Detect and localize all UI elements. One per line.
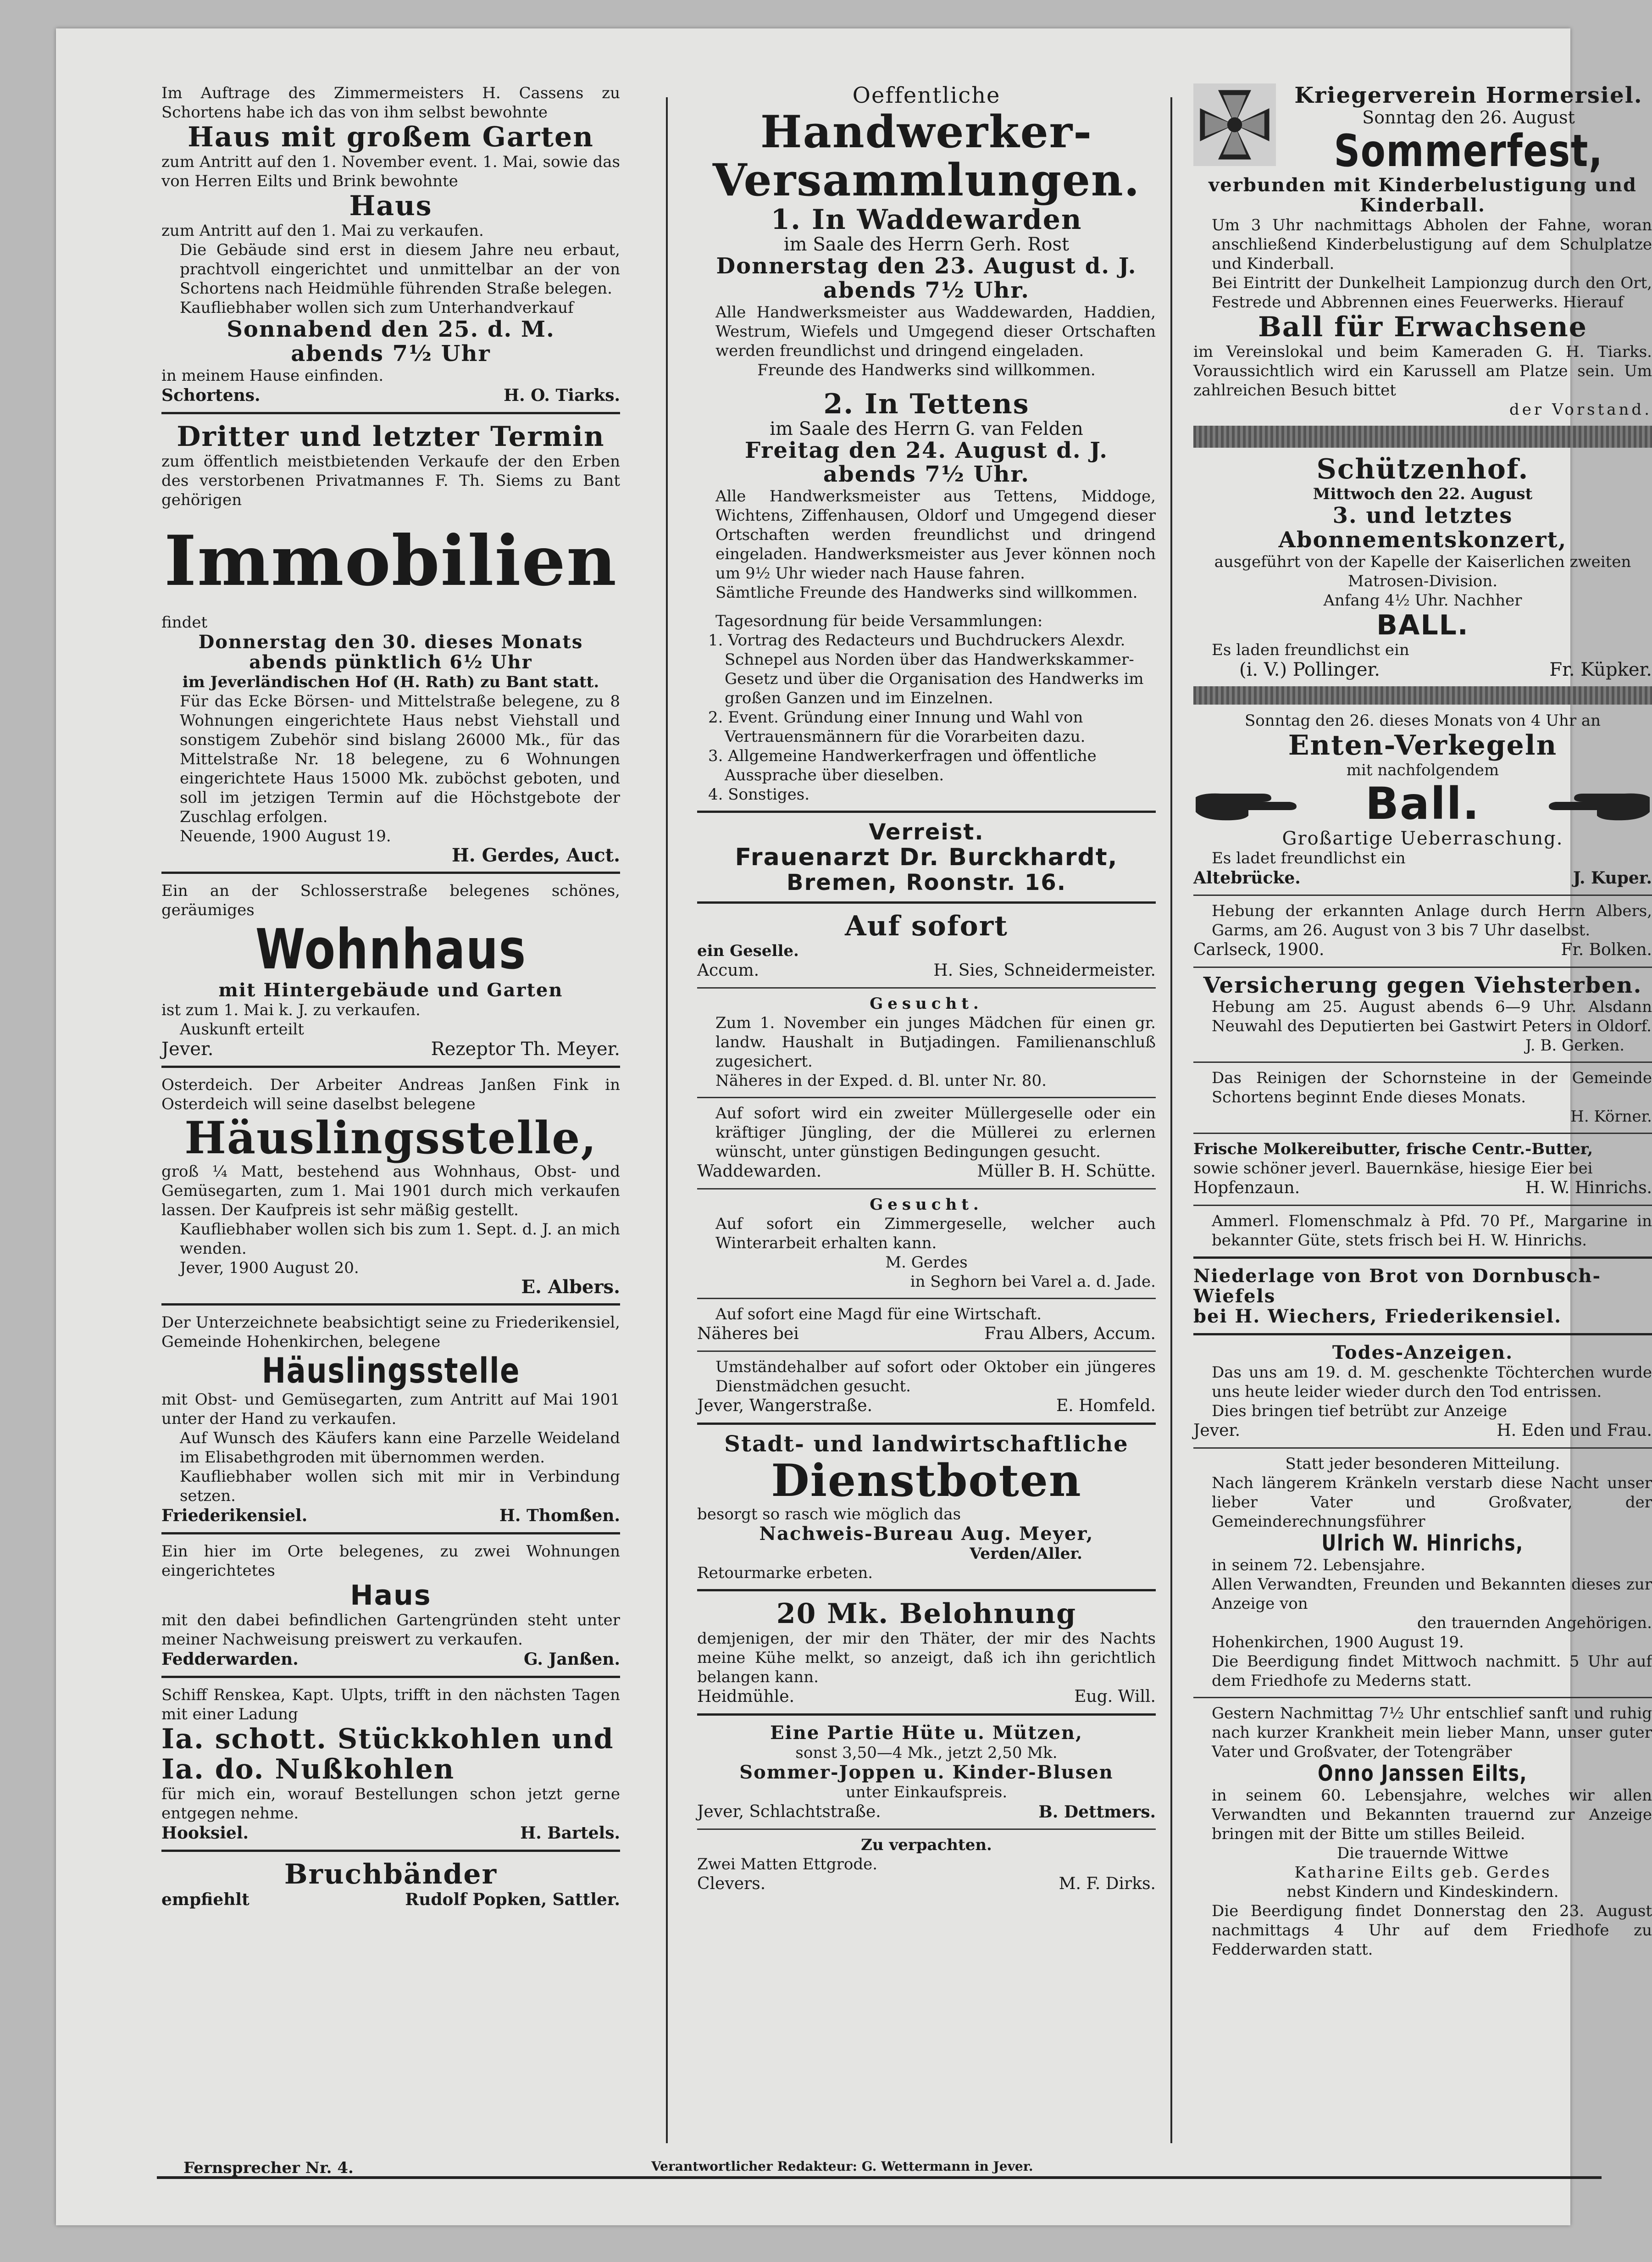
ad-separator — [697, 1188, 1156, 1189]
ad-text: Kaufliebhaber wollen sich zum Unterhandverkauf — [180, 299, 574, 317]
ad-text: Schiff Renskea, Kapt. Ulpts, trifft in den nächsten Tagen mit einer Ladung — [161, 1685, 620, 1723]
ad-signature — [161, 1890, 620, 1910]
ad-text: Es ladet freundlichst ein — [1212, 849, 1406, 867]
ad-hebung-albers — [1193, 901, 1652, 960]
ad-viehversicherung — [1193, 973, 1652, 1056]
ad-enten-verkegeln — [1193, 711, 1652, 888]
sig-name: Müller B. H. Schütte. — [977, 1162, 1156, 1181]
ad-text: zum öffentlich meistbietenden Verkaufe der den Erben des verstorbenen Privatmannes F. Th. Siems zu Bant gehörigen — [161, 452, 620, 509]
ad-place: im Jeverländischen Hof (H. Rath) zu Bant statt. — [182, 672, 599, 691]
ad-headline: Todes-Anzeigen. — [1332, 1342, 1513, 1364]
ad-signature — [697, 1687, 1156, 1707]
ad-date: Sonnabend den 25. d. M. — [227, 317, 555, 342]
ad-todesanzeige-eden — [1193, 1343, 1652, 1441]
ad-text: Nach längerem Kränkeln verstarb diese Nacht unser lieber Vater und Großvater, der Gemeinderechnungsführer — [1212, 1474, 1652, 1531]
ad-verreist-burckhardt — [697, 820, 1156, 895]
ad-text: Das uns am 19. d. M. geschenkte Töchterchen wurde uns heute leider wieder durch den Tod entrissen. — [1212, 1363, 1652, 1401]
ad-headline: Sommer-Joppen u. Kinder-Blusen — [739, 1762, 1114, 1784]
ad-text: Umständehalber auf sofort oder Oktober ein jüngeres Dienstmädchen gesucht. — [715, 1357, 1156, 1395]
ad-text: Das Reinigen der Schornsteine in der Gemeinde Schortens beginnt Ende dieses Monats. — [1212, 1069, 1652, 1107]
sig-name: Eug. Will. — [1074, 1687, 1156, 1706]
ad-separator — [161, 1850, 620, 1852]
sig-place: Heidmühle. — [697, 1687, 795, 1706]
ad-muellergeselle — [697, 1104, 1156, 1182]
column-rule — [1170, 97, 1172, 2143]
ad-separator — [697, 987, 1156, 989]
sig-place: Clevers. — [697, 1874, 766, 1894]
ad-separator — [1193, 1447, 1652, 1449]
ad-text: ausgeführt von der Kapelle der Kaiserlichen zweiten Matrosen-Division. — [1214, 552, 1631, 590]
sig-name: H. O. Tiarks. — [504, 385, 620, 405]
ad-separator — [697, 1351, 1156, 1352]
ad-big-headline: Häuslingsstelle — [261, 1350, 520, 1391]
ad-signature — [697, 1396, 1156, 1416]
ad-text: groß ¼ Matt, bestehend aus Wohnhaus, Obst- und Gemüsegarten, zum 1. Mai 1901 durch mich verkaufen lassen. Der Kaufpreis ist sehr mäßig gestellt. — [161, 1162, 620, 1220]
ad-separator — [697, 1423, 1156, 1425]
ad-kohlen-bartels — [161, 1685, 620, 1843]
ball-banner — [1193, 780, 1652, 828]
ad-separator — [697, 811, 1156, 813]
ad-headline: Gesucht. — [870, 1195, 983, 1214]
ad-house-sale-tiarks — [161, 83, 620, 406]
ad-haus-janssen — [161, 1542, 620, 1669]
column-2 — [697, 83, 1156, 1901]
ad-signature — [161, 1649, 620, 1669]
ad-section-title: 2. In Tettens — [823, 388, 1030, 420]
sig-name: H. Bartels. — [520, 1823, 620, 1843]
sig-name: Fr. Küpker. — [1549, 659, 1652, 680]
column-rule — [666, 97, 668, 2143]
ad-text: Hebung am 25. August abends 6—9 Uhr. Alsdann Neuwahl des Deputierten bei Gastwirt Peters in Oldorf. — [1212, 998, 1652, 1036]
ad-text: Es laden freundlichst ein — [1212, 640, 1409, 659]
ad-text: Auf sofort ein Zimmergeselle, welcher auch Winterarbeit erhalten kann. — [715, 1214, 1156, 1252]
ad-signature — [1193, 1421, 1652, 1441]
ad-headline: 3. und letztes Abonnementskonzert, — [1278, 503, 1567, 553]
ad-separator — [697, 901, 1156, 904]
ad-text: in meinem Hause einfinden. — [161, 366, 384, 385]
ad-date: Sonntag den 26. August — [1362, 107, 1575, 128]
ad-text: Alle Handwerksmeister aus Waddewarden, Haddien, Westrum, Wiefels und Umgegend dieser Ortschaften werden freundlichst und dringend eingeladen. — [715, 303, 1156, 360]
ad-text: Statt jeder besonderen Mitteilung. — [1285, 1455, 1560, 1473]
ad-signature — [697, 961, 1156, 981]
ad-subheadline: mit Hintergebäude und Garten — [218, 979, 563, 1001]
ad-headline: Auf sofort — [845, 910, 1008, 942]
ad-date: Sonntag den 26. dieses Monats von 4 Uhr an — [1244, 711, 1601, 730]
ornamental-separator — [1193, 686, 1652, 705]
ad-text: in seinem 60. Lebensjahre, welches wir allen Verwandten und Bekannten trauernd zur Anzeige bringen mit der Bitte um stilles Beileid. — [1212, 1786, 1652, 1843]
ad-handwerker-versammlungen — [697, 83, 1156, 804]
ad-text: Ein an der Schlosserstraße belegenes schönes, geräumiges — [161, 881, 620, 919]
ad-text: in seinem 72. Lebensjahre. — [1212, 1556, 1425, 1575]
ad-headline: Bremen, Roonstr. 16. — [787, 870, 1066, 896]
ad-wohnhaus-meyer — [161, 881, 620, 1059]
agenda-title: Tagesordnung für beide Versammlungen: — [715, 612, 1043, 631]
sig-name: B. Dettmers. — [1038, 1802, 1156, 1822]
ad-signature — [697, 1874, 1156, 1894]
sig-name: H. Thomßen. — [499, 1506, 620, 1525]
ad-section-title: 1. In Waddewarden — [771, 203, 1082, 236]
ad-text: Kaufliebhaber wollen sich bis zum 1. Sept. d. J. an mich wenden. — [180, 1220, 620, 1258]
ad-signature: E. Albers. — [521, 1276, 620, 1298]
sig-name: G. Janßen. — [523, 1649, 620, 1669]
ad-huete-dettmers — [697, 1723, 1156, 1822]
sig-place: Altebrücke. — [1193, 868, 1301, 888]
ad-signature — [697, 1324, 1156, 1344]
ad-text: Zum 1. November ein junges Mädchen für einen gr. landw. Haushalt in Butjadingen. Familienanschluß zugesichert. — [715, 1013, 1156, 1071]
ad-signature — [161, 1039, 620, 1059]
ad-separator — [161, 1066, 620, 1068]
ad-gesucht-maedchen — [697, 994, 1156, 1090]
ad-preheadline: Oeffentliche — [852, 83, 1001, 108]
ad-text: Die Beerdigung findet Mittwoch nachmitt. 5 Uhr auf dem Friedhofe zu Mederns statt. — [1212, 1652, 1652, 1690]
sig-place: Jever, Schlachtstraße. — [697, 1802, 881, 1822]
ad-text: Näheres in der Exped. d. Bl. unter Nr. 80. — [715, 1071, 1047, 1090]
ad-text: Die Gebäude sind erst in diesem Jahre neu erbaut, prachtvoll eingerichtet und unmittelbar an der von Schortens nach Heidmühle führenden Straße belegen. — [180, 241, 620, 298]
ad-signature — [697, 1802, 1156, 1822]
ad-big-headline: Dienstboten — [771, 1454, 1082, 1506]
ad-ball: BALL. — [1376, 609, 1469, 641]
ad-big-headline: Versammlungen. — [712, 154, 1141, 206]
ad-headline: Dritter und letzter Termin — [177, 420, 605, 453]
ad-signature: Katharine Eilts geb. Gerdes — [1294, 1863, 1551, 1882]
ad-text: Auf Wunsch des Käufers kann eine Parzelle Weideland im Elisabethgroden mit übernommen werden. — [180, 1428, 620, 1467]
ad-text: Die Beerdigung findet Donnerstag den 23. August nachmittags 4 Uhr auf dem Friedhofe zu Fedderwarden statt. — [1212, 1901, 1652, 1959]
ad-text: mit den dabei befindlichen Gartengründen steht unter meiner Nachweisung preiswert zu verkaufen. — [161, 1611, 620, 1649]
ad-text: mit nachfolgendem — [1346, 761, 1499, 779]
ad-separator — [1193, 1256, 1652, 1259]
ad-text: unter Einkaufspreis. — [845, 1783, 1008, 1802]
ad-headline: Niederlage von Brot von Dornbusch-Wiefels — [1193, 1265, 1602, 1307]
ad-headline: Eine Partie Hüte u. Mützen, — [770, 1722, 1083, 1744]
ad-gesucht-zimmergeselle — [697, 1195, 1156, 1291]
ad-text: Für das Ecke Börsen- und Mittelstraße belegene, zu 8 Wohnungen eingerichtete Haus nebst Viehstall und sonstigem Zubehör sind bislang 26000 Mk., für das Mittelstraße Nr. 18 belegene, zu 6 Wohnungen eingerichtete Haus 15000 Mk. zuböchst geboten, und soll im jetzigen Termin auf die Höchstgebote der Zuschlag erfolgen. — [180, 692, 620, 826]
sig-label: Näheres bei — [697, 1324, 799, 1343]
ad-text: Alle Handwerksmeister aus Tettens, Middoge, Wichtens, Ziffenhausen, Oldorf und Umgegend dieser Ortschaften werden freundlichst und dringend eingeladen. Handwerksmeister aus Jever können noch um 9½ Uhr wieder nach Hause fahren. — [715, 487, 1156, 583]
ad-big-headline: Immobilien — [164, 520, 617, 601]
ad-preheadline: Stadt- und landwirtschaftliche — [724, 1431, 1129, 1457]
ad-dateline: Jever, 1900 August 20. — [180, 1259, 359, 1278]
ad-text: findet — [161, 613, 208, 632]
sig-name: Frau Albers, Accum. — [984, 1324, 1156, 1343]
ad-text: zum Antritt auf den 1. November event. 1. Mai, sowie das von Herren Eilts und Brink bewohnte — [161, 153, 620, 190]
ad-signature — [161, 385, 620, 406]
ad-date: Freitag den 24. August d. J. — [745, 437, 1108, 463]
ad-text: Um 3 Uhr nachmittags Abholen der Fahne, woran anschließend Kinderbelustigung auf dem Schulplatze und Kinderball. — [1212, 216, 1652, 273]
ad-text: Osterdeich. Der Arbeiter Andreas Janßen Fink in Osterdeich will seine daselbst belegene — [161, 1075, 620, 1113]
sig-name: J. Kuper. — [1573, 868, 1652, 888]
ad-text: Ein hier im Orte belegenes, zu zwei Wohnungen eingerichtetes — [161, 1542, 620, 1580]
ad-signature — [161, 1506, 620, 1526]
newspaper-page — [56, 28, 1652, 2225]
ad-text: Auskunft erteilt — [180, 1020, 304, 1039]
ad-text: Dies bringen tief betrübt zur Anzeige — [1212, 1402, 1507, 1421]
ad-headline: Haus — [350, 1579, 432, 1612]
ad-kriegerverein — [1193, 83, 1652, 419]
ad-headline: 20 Mk. Belohnung — [776, 1598, 1077, 1630]
ad-todesanzeige-eilts — [1193, 1704, 1652, 1959]
ad-bruchbaender — [161, 1859, 620, 1910]
ad-separator — [1193, 1062, 1652, 1063]
ad-signature: J. B. Gerken. — [1525, 1036, 1624, 1055]
ad-headline: Gesucht. — [870, 994, 983, 1013]
ad-separator — [697, 1828, 1156, 1830]
ad-text: Retourmarke erbeten. — [697, 1564, 873, 1583]
footer-editor: Verantwortlicher Redakteur: G. Wettermann in Jever. — [651, 2159, 1033, 2174]
ad-big-headline: Wohnhaus — [255, 917, 527, 982]
ad-separator — [1193, 1133, 1652, 1134]
ad-text: ist zum 1. Mai k. J. zu verkaufen. — [161, 1000, 421, 1019]
ad-headline: Enten-Verkegeln — [1288, 729, 1558, 761]
footer-rule — [157, 2176, 1602, 2179]
pointing-hand-right-icon — [1193, 784, 1299, 825]
ad-signature — [1193, 1178, 1652, 1198]
ad-separator — [697, 1589, 1156, 1591]
ad-flomenschmalz — [1193, 1212, 1652, 1250]
ad-date: Donnerstag den 30. dieses Monats — [198, 631, 583, 653]
ad-text: besorgt so rasch wie möglich das — [697, 1505, 961, 1524]
ad-text: Der Unterzeichnete beabsichtigt seine zu Friederikensiel, Gemeinde Hohenkirchen, belegene — [161, 1313, 620, 1351]
ad-dateline: Hohenkirchen, 1900 August 19. — [1212, 1633, 1464, 1652]
ad-text: Im Auftrage des Zimmermeisters H. Cassens zu Schortens habe ich das von ihm selbst bewohnte — [161, 84, 620, 122]
column-1 — [161, 83, 620, 1916]
ad-text: für mich ein, worauf Bestellungen schon jetzt gerne entgegen nehme. — [161, 1784, 620, 1823]
ad-headline: Ia. do. Nußkohlen — [161, 1753, 455, 1785]
sig-place: Carlseck, 1900. — [1193, 940, 1325, 959]
ad-time: abends pünktlich 6½ Uhr — [249, 651, 532, 673]
sig-place: Fedderwarden. — [161, 1649, 299, 1669]
ad-separator — [1193, 1697, 1652, 1698]
sig-name: Rudolf Popken, Sattler. — [405, 1890, 620, 1909]
ad-headline: bei H. Wiechers, Friederikensiel. — [1193, 1306, 1562, 1328]
ad-geselle-sies — [697, 911, 1156, 981]
agenda-item: 4. Sonstiges. — [708, 785, 810, 804]
ad-text: Sämtliche Freunde des Handwerks sind willkommen. — [715, 584, 1138, 602]
sig-place: Jever. — [161, 1038, 214, 1060]
ad-separator — [161, 1303, 620, 1306]
ad-headline: Schützenhof. — [1316, 453, 1529, 486]
ad-belohnung — [697, 1599, 1156, 1707]
ad-text: Zwei Matten Ettgrode. — [697, 1855, 878, 1874]
iron-cross-icon — [1193, 83, 1276, 166]
ad-separator — [161, 1532, 620, 1534]
ad-haeuslingsstelle-thomssen — [161, 1313, 620, 1526]
ad-dienstboten — [697, 1432, 1156, 1583]
sig-place: Jever, Wangerstraße. — [697, 1396, 873, 1415]
ad-text: Ammerl. Flomenschmalz à Pfd. 70 Pf., Margarine in bekannter Güte, stets frisch bei H. W. Hinrichs. — [1212, 1212, 1652, 1250]
ad-signature: M. Gerdes — [885, 1253, 968, 1272]
ad-todesanzeige-hinrichs — [1193, 1454, 1652, 1690]
ad-signature: nebst Kindern und Kindeskindern. — [1286, 1882, 1559, 1901]
ad-signature — [697, 1162, 1156, 1182]
ad-text: Bei Eintritt der Dunkelheit Lampionzug durch den Ort, Festrede und Abbrennen eines Feuerwerks. Hierauf — [1212, 274, 1652, 312]
sig-place: Jever. — [1193, 1421, 1241, 1440]
ad-signature — [161, 1823, 620, 1843]
ad-schuetzenhof — [1193, 454, 1652, 680]
sig-place: Hopfenzaun. — [1193, 1178, 1300, 1198]
footer-telephone: Fernsprecher Nr. 4. — [183, 2159, 354, 2177]
ad-headline: Versicherung gegen Viehsterben. — [1203, 972, 1642, 998]
ad-date: Mittwoch den 22. August — [1313, 485, 1533, 504]
ad-schornsteine — [1193, 1068, 1652, 1126]
ad-immobilien-siems — [161, 422, 620, 865]
ad-molkereibutter — [1193, 1139, 1652, 1198]
ad-text: ein Geselle. — [697, 941, 799, 960]
ad-signature: der Vorstand. — [1509, 400, 1652, 419]
sig-place: Waddewarden. — [697, 1162, 822, 1181]
ad-ball: Ball. — [1365, 778, 1480, 829]
ad-separator — [1193, 1333, 1652, 1335]
ad-price: sonst 3,50—4 Mk., jetzt 2,50 Mk. — [795, 1744, 1058, 1762]
ad-separator — [1193, 967, 1652, 968]
ad-separator — [697, 1713, 1156, 1716]
pointing-hand-left-icon — [1547, 784, 1652, 825]
ad-separator — [697, 1298, 1156, 1299]
ad-text: demjenigen, der mir den Thäter, der mir des Nachts meine Kühe melkt, so anzeigt, daß ich ihn gerichtlich belangen kann. — [697, 1629, 1156, 1687]
ad-signature: in Seghorn bei Varel a. d. Jade. — [910, 1272, 1156, 1291]
ad-dienstmaedchen — [697, 1357, 1156, 1416]
sig-place: Accum. — [697, 961, 759, 980]
ad-separator — [697, 1097, 1156, 1098]
sig-name: H. W. Hinrichs. — [1525, 1178, 1652, 1198]
ad-headline: Bruchbänder — [284, 1858, 498, 1890]
ad-text: mit Obst- und Gemüsegarten, zum Antritt auf Mai 1901 unter der Hand zu verkaufen. — [161, 1390, 620, 1428]
ornamental-separator — [1193, 426, 1652, 448]
ad-text: Auf sofort eine Magd für eine Wirtschaft. — [715, 1305, 1042, 1323]
ad-headline: Verreist. — [869, 819, 984, 845]
ad-headline: Haus — [349, 190, 432, 222]
sig-name: Rezeptor Th. Meyer. — [431, 1038, 620, 1060]
ad-brot-niederlage — [1193, 1266, 1652, 1327]
sig-place: Friederikensiel. — [161, 1506, 308, 1525]
ad-signature: den trauernden Angehörigen. — [1417, 1614, 1652, 1633]
ad-time: abends 7½ Uhr — [291, 340, 491, 367]
ad-time: Anfang 4½ Uhr. Nachher — [1323, 591, 1522, 610]
ad-time: abends 7½ Uhr. — [823, 277, 1030, 303]
ad-place: Verden/Aller. — [970, 1545, 1082, 1563]
ad-headline: Frische Molkereibutter, frische Centr.-Butter, — [1193, 1140, 1593, 1159]
ad-signature: H. Körner. — [1570, 1107, 1652, 1126]
ad-big-headline: Handwerker- — [760, 106, 1093, 158]
ad-place: im Saale des Herrn Gerh. Rost — [783, 233, 1070, 255]
sig-name: (i. V.) Pollinger. — [1239, 659, 1380, 680]
ad-separator — [1193, 895, 1652, 896]
ad-verpachten — [697, 1835, 1156, 1894]
ad-separator — [1193, 1205, 1652, 1206]
ad-big-headline: Ball für Erwachsene — [1258, 311, 1587, 344]
ad-headline: Haus mit großem Garten — [188, 121, 594, 153]
ad-big-headline: Häuslingsstelle, — [184, 1112, 597, 1164]
ad-text: Gestern Nachmittag 7½ Uhr entschlief sanft und ruhig nach kurzer Krankheit mein lieber Mann, unser guter Vater und Großvater, der Totengräber — [1212, 1704, 1652, 1762]
ad-magd — [697, 1305, 1156, 1344]
ad-headline: Kriegerverein Hormersiel. — [1294, 83, 1643, 108]
ad-separator — [161, 872, 620, 874]
sig-place: Hooksiel. — [161, 1823, 249, 1843]
ad-signature — [1193, 868, 1652, 888]
ad-separator — [161, 412, 620, 414]
ad-time: abends 7½ Uhr. — [823, 461, 1030, 488]
ad-haeuslingsstelle-janssen — [161, 1075, 620, 1297]
sig-verb: empfiehlt — [161, 1890, 249, 1909]
ad-signature: H. Gerdes, Auct. — [452, 844, 620, 866]
ad-surprise: Großartige Ueberraschung. — [1282, 828, 1563, 849]
ad-signature — [1193, 940, 1652, 960]
ad-headline: Frauenarzt Dr. Burckhardt, — [735, 843, 1118, 871]
ad-big-headline: Sommerfest, — [1334, 125, 1603, 177]
ad-text: Freunde des Handwerks sind willkommen. — [757, 361, 1096, 379]
ad-name: Ulrich W. Hinrichs, — [1321, 1530, 1524, 1556]
agenda-item: 2. Event. Gründung einer Innung und Wahl von Vertrauensmännern für die Vorarbeiten dazu. — [708, 708, 1086, 746]
ad-headline: Zu verpachten. — [861, 1836, 992, 1855]
sig-place: Schortens. — [161, 385, 261, 405]
ad-signature: Die trauernde Wittwe — [1337, 1844, 1508, 1862]
sig-name: H. Eden und Frau. — [1497, 1421, 1652, 1440]
ad-bureau: Nachweis-Bureau Aug. Meyer, — [759, 1523, 1094, 1545]
ad-text: sowie schöner jeverl. Bauernkäse, hiesige Eier bei — [1193, 1159, 1593, 1178]
ad-text: im Vereinslokal und beim Kameraden G. H. Tiarks. Voraussichtlich wird ein Karussell am Platze sein. Um zahlreichen Besuch bittet — [1193, 343, 1652, 400]
sig-name: Fr. Bolken. — [1561, 940, 1652, 959]
ad-text: zum Antritt auf den 1. Mai zu verkaufen. — [161, 222, 484, 240]
ad-text: Auf sofort wird ein zweiter Müllergeselle oder ein kräftiger Jüngling, der die Müllerei zu erlernen wünscht, unter günstigen Bedingungen gesucht. — [715, 1104, 1156, 1161]
ad-headline: Ia. schott. Stückkohlen und — [161, 1723, 614, 1755]
sig-name: H. Sies, Schneidermeister. — [933, 961, 1156, 980]
ad-text: Kaufliebhaber wollen sich mit mir in Verbindung setzen. — [180, 1467, 620, 1505]
ad-text: Hebung der erkannten Anlage durch Herrn Albers, Garms, am 26. August von 3 bis 7 Uhr daselbst. — [1212, 901, 1652, 939]
ad-name: Onno Janssen Eilts, — [1318, 1761, 1528, 1787]
ad-place: im Saale des Herrn G. van Felden — [770, 418, 1083, 439]
ad-subheadline: verbunden mit Kinderbelustigung und Kinderball. — [1209, 174, 1637, 217]
ad-text: Allen Verwandten, Freunden und Bekannten dieses zur Anzeige von — [1212, 1575, 1652, 1613]
ad-dateline: Neuende, 1900 August 19. — [180, 827, 391, 845]
sig-name: M. F. Dirks. — [1059, 1874, 1156, 1894]
column-3 — [1193, 83, 1652, 1966]
agenda-item: 1. Vortrag des Redacteurs und Buchdruckers Alexdr. Schnepel aus Norden über das Handwerkskammer-Gesetz und über die Organisation des Handwerks im großen Ganzen und im Einzelnen. — [708, 631, 1144, 708]
ad-separator — [161, 1676, 620, 1678]
agenda-item: 3. Allgemeine Handwerkerfragen und öffentliche Aussprache über dieselben. — [708, 747, 1097, 785]
ad-date: Donnerstag den 23. August d. J. — [716, 253, 1137, 279]
sig-name: E. Homfeld. — [1056, 1396, 1156, 1415]
ad-signature — [1193, 660, 1652, 680]
